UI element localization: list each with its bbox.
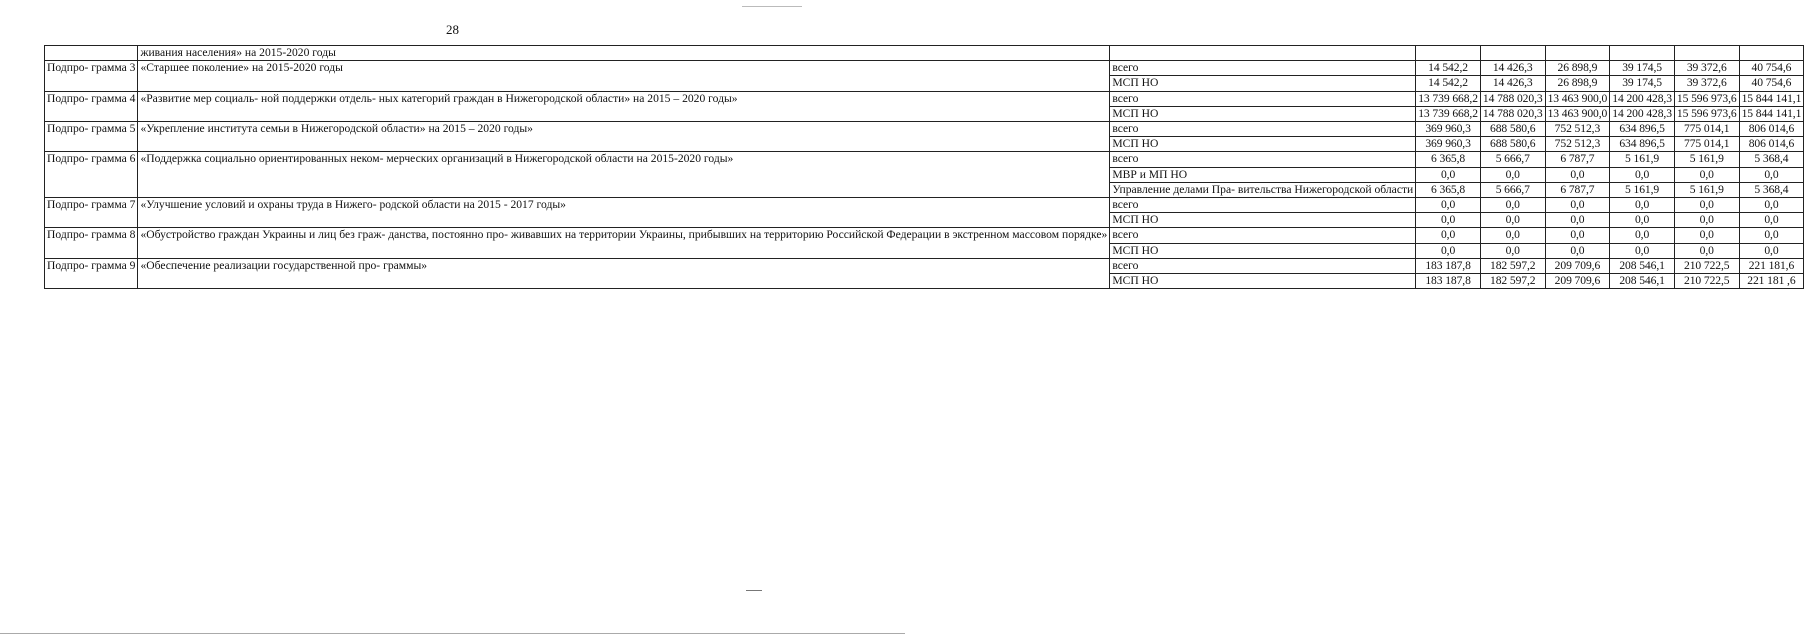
- value-cell: 0,0: [1416, 213, 1481, 228]
- value-cell: 688 580,6: [1480, 122, 1545, 137]
- value-cell: 634 896,5: [1610, 122, 1675, 137]
- value-cell: 369 960,3: [1416, 137, 1481, 152]
- value-cell: 221 181,6: [1739, 258, 1804, 273]
- executor-cell: всего: [1110, 152, 1416, 167]
- subprogram-name-cell: «Укрепление института семьи в Нижегородской области» на 2015 – 2020 годы»: [138, 122, 1110, 152]
- value-cell: 0,0: [1545, 167, 1610, 182]
- value-cell: 6 787,7: [1545, 152, 1610, 167]
- value-cell: 0,0: [1545, 243, 1610, 258]
- value-cell: 0,0: [1545, 198, 1610, 213]
- value-cell: 0,0: [1416, 243, 1481, 258]
- value-cell: 14 200 428,3: [1610, 91, 1675, 106]
- value-cell: 15 596 973,6: [1674, 91, 1739, 106]
- value-cell: 208 546,1: [1610, 258, 1675, 273]
- value-cell: [1610, 46, 1675, 61]
- value-cell: 15 596 973,6: [1674, 106, 1739, 121]
- value-cell: 0,0: [1739, 167, 1804, 182]
- value-cell: 210 722,5: [1674, 258, 1739, 273]
- value-cell: 183 187,8: [1416, 274, 1481, 289]
- table-row: [45, 198, 1804, 213]
- value-cell: 0,0: [1416, 198, 1481, 213]
- value-cell: 0,0: [1610, 213, 1675, 228]
- executor-cell: МВР и МП НО: [1110, 167, 1416, 182]
- executor-cell: МСП НО: [1110, 243, 1416, 258]
- subprogram-cell: [45, 46, 138, 61]
- value-cell: 26 898,9: [1545, 76, 1610, 91]
- executor-cell: всего: [1110, 61, 1416, 76]
- value-cell: [1674, 46, 1739, 61]
- value-cell: 369 960,3: [1416, 122, 1481, 137]
- top-edge-rule: [742, 6, 802, 7]
- value-cell: 13 463 900,0: [1545, 106, 1610, 121]
- page-number: 28: [446, 22, 459, 37]
- value-cell: 752 512,3: [1545, 137, 1610, 152]
- value-cell: 0,0: [1739, 228, 1804, 243]
- value-cell: 26 898,9: [1545, 61, 1610, 76]
- value-cell: 209 709,6: [1545, 274, 1610, 289]
- value-cell: 5 368,4: [1739, 152, 1804, 167]
- value-cell: 13 463 900,0: [1545, 91, 1610, 106]
- value-cell: 0,0: [1674, 243, 1739, 258]
- subprogram-cell: Подпро- грамма 7: [45, 198, 138, 228]
- value-cell: 5 161,9: [1610, 182, 1675, 197]
- value-cell: 5 666,7: [1480, 152, 1545, 167]
- executor-cell: всего: [1110, 91, 1416, 106]
- value-cell: 0,0: [1480, 213, 1545, 228]
- value-cell: 14 542,2: [1416, 76, 1481, 91]
- executor-cell: [1110, 46, 1416, 61]
- value-cell: 5 161,9: [1674, 182, 1739, 197]
- value-cell: 0,0: [1545, 213, 1610, 228]
- value-cell: 182 597,2: [1480, 274, 1545, 289]
- value-cell: [1416, 46, 1481, 61]
- value-cell: [1545, 46, 1610, 61]
- value-cell: 634 896,5: [1610, 137, 1675, 152]
- value-cell: 0,0: [1674, 198, 1739, 213]
- value-cell: 14 788 020,3: [1480, 106, 1545, 121]
- value-cell: 209 709,6: [1545, 258, 1610, 273]
- table-row: [45, 46, 1804, 61]
- value-cell: 40 754,6: [1739, 76, 1804, 91]
- subprogram-cell: Подпро- грамма 4: [45, 91, 138, 121]
- value-cell: 13 739 668,2: [1416, 91, 1481, 106]
- value-cell: 0,0: [1739, 213, 1804, 228]
- table-row: [45, 258, 1804, 273]
- subprogram-name-cell: живания населения» на 2015-2020 годы: [138, 46, 1110, 61]
- subprogram-name-cell: «Обустройство граждан Украины и лиц без граж- данства, постоянно про- живавших на территории Украины, прибывших на территорию Российской Федерации в экстренном массовом порядке»: [138, 228, 1110, 258]
- value-cell: 14 426,3: [1480, 61, 1545, 76]
- value-cell: 6 365,8: [1416, 182, 1481, 197]
- value-cell: 0,0: [1674, 167, 1739, 182]
- value-cell: 182 597,2: [1480, 258, 1545, 273]
- executor-cell: МСП НО: [1110, 76, 1416, 91]
- value-cell: 210 722,5: [1674, 274, 1739, 289]
- executor-cell: МСП НО: [1110, 137, 1416, 152]
- value-cell: 0,0: [1480, 243, 1545, 258]
- table-row: [45, 122, 1804, 137]
- subprogram-name-cell: «Улучшение условий и охраны труда в Нижего- родской области на 2015 - 2017 годы»: [138, 198, 1110, 228]
- value-cell: 0,0: [1610, 167, 1675, 182]
- value-cell: 0,0: [1545, 228, 1610, 243]
- bottom-edge-rule: [0, 633, 905, 634]
- executor-cell: всего: [1110, 198, 1416, 213]
- subprogram-name-cell: «Старшее поколение» на 2015-2020 годы: [138, 61, 1110, 91]
- value-cell: 0,0: [1416, 228, 1481, 243]
- value-cell: 13 739 668,2: [1416, 106, 1481, 121]
- value-cell: 6 365,8: [1416, 152, 1481, 167]
- value-cell: 0,0: [1480, 198, 1545, 213]
- value-cell: 0,0: [1739, 198, 1804, 213]
- value-cell: 14 788 020,3: [1480, 91, 1545, 106]
- value-cell: 0,0: [1610, 243, 1675, 258]
- budget-table: [44, 45, 1804, 289]
- value-cell: 15 844 141,1: [1739, 106, 1804, 121]
- value-cell: 5 161,9: [1610, 152, 1675, 167]
- value-cell: 752 512,3: [1545, 122, 1610, 137]
- executor-cell: всего: [1110, 228, 1416, 243]
- executor-cell: всего: [1110, 258, 1416, 273]
- value-cell: 0,0: [1610, 198, 1675, 213]
- subprogram-cell: Подпро- грамма 3: [45, 61, 138, 91]
- table-row: [45, 61, 1804, 76]
- value-cell: 5 666,7: [1480, 182, 1545, 197]
- value-cell: 14 426,3: [1480, 76, 1545, 91]
- executor-cell: всего: [1110, 122, 1416, 137]
- executor-cell: МСП НО: [1110, 274, 1416, 289]
- value-cell: 14 200 428,3: [1610, 106, 1675, 121]
- subprogram-name-cell: «Поддержка социально ориентированных неком- мерческих организаций в Нижегородской области на 2015-2020 годы»: [138, 152, 1110, 198]
- value-cell: 0,0: [1610, 228, 1675, 243]
- value-cell: 39 174,5: [1610, 76, 1675, 91]
- value-cell: 775 014,1: [1674, 137, 1739, 152]
- value-cell: 806 014,6: [1739, 122, 1804, 137]
- value-cell: 775 014,1: [1674, 122, 1739, 137]
- value-cell: 0,0: [1739, 243, 1804, 258]
- value-cell: [1480, 46, 1545, 61]
- table-row: [45, 228, 1804, 243]
- page-mark: [746, 590, 762, 591]
- subprogram-cell: Подпро- грамма 5: [45, 122, 138, 152]
- subprogram-cell: Подпро- грамма 6: [45, 152, 138, 198]
- executor-cell: МСП НО: [1110, 213, 1416, 228]
- table-row: [45, 152, 1804, 167]
- table-row: [45, 91, 1804, 106]
- value-cell: 14 542,2: [1416, 61, 1481, 76]
- value-cell: 15 844 141,1: [1739, 91, 1804, 106]
- value-cell: 40 754,6: [1739, 61, 1804, 76]
- value-cell: 0,0: [1480, 167, 1545, 182]
- subprogram-cell: Подпро- грамма 8: [45, 228, 138, 258]
- value-cell: 39 174,5: [1610, 61, 1675, 76]
- value-cell: 6 787,7: [1545, 182, 1610, 197]
- value-cell: [1739, 46, 1804, 61]
- value-cell: 688 580,6: [1480, 137, 1545, 152]
- executor-cell: МСП НО: [1110, 106, 1416, 121]
- value-cell: 221 181 ,6: [1739, 274, 1804, 289]
- value-cell: 5 161,9: [1674, 152, 1739, 167]
- value-cell: 183 187,8: [1416, 258, 1481, 273]
- value-cell: 208 546,1: [1610, 274, 1675, 289]
- subprogram-cell: Подпро- грамма 9: [45, 258, 138, 288]
- value-cell: 5 368,4: [1739, 182, 1804, 197]
- value-cell: 0,0: [1416, 167, 1481, 182]
- value-cell: 0,0: [1480, 228, 1545, 243]
- budget-table-body: [45, 46, 1804, 289]
- subprogram-name-cell: «Развитие мер социаль- ной поддержки отдель- ных категорий граждан в Нижегородской области» на 2015 – 2020 годы»: [138, 91, 1110, 121]
- value-cell: 0,0: [1674, 228, 1739, 243]
- value-cell: 39 372,6: [1674, 76, 1739, 91]
- executor-cell: Управление делами Пра- вительства Нижегородской области: [1110, 182, 1416, 197]
- value-cell: 39 372,6: [1674, 61, 1739, 76]
- subprogram-name-cell: «Обеспечение реализации государственной про- граммы»: [138, 258, 1110, 288]
- value-cell: 806 014,6: [1739, 137, 1804, 152]
- value-cell: 0,0: [1674, 213, 1739, 228]
